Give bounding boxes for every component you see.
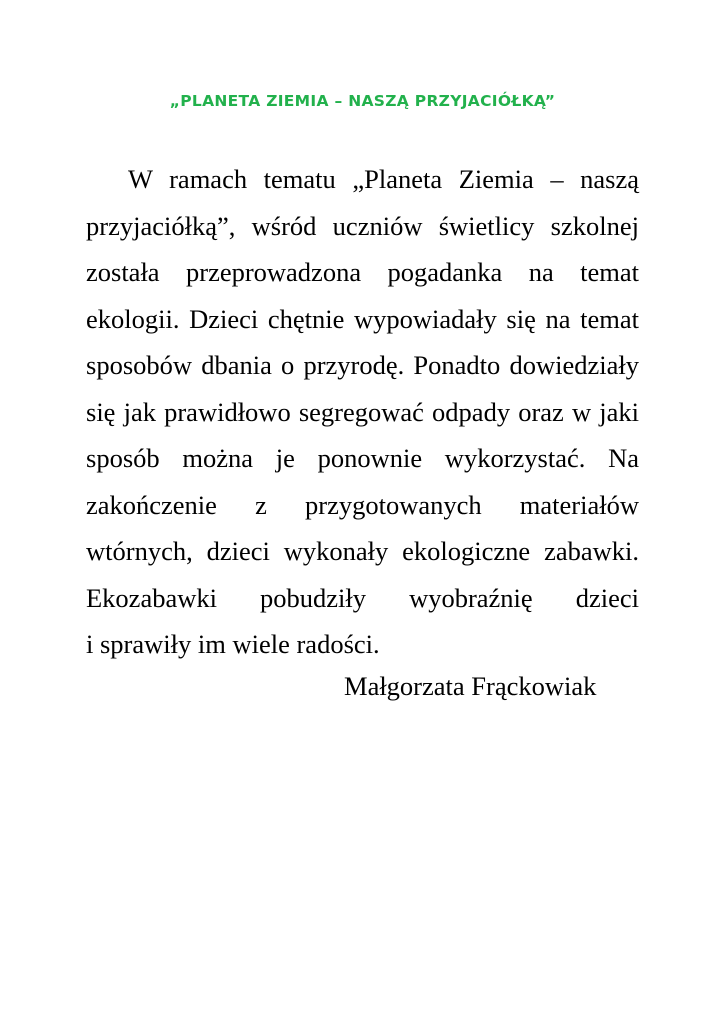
paragraph-line: zakończenie z przygotowanych materiałów xyxy=(86,489,639,520)
paragraph-line: i sprawiły im wiele radości. xyxy=(86,629,380,659)
paragraph-line: sposobów dbania o przyrodę. Ponadto dowiedziały xyxy=(86,350,639,380)
paragraph-line: sposób można je ponownie wykorzystać. Na xyxy=(86,443,639,473)
paragraph-line: przyjaciółką”, wśród uczniów świetlicy szkolnej xyxy=(86,210,639,241)
author-signature: Małgorzata Frąckowiak xyxy=(344,671,597,701)
paragraph-line: została przeprowadzona pogadanka na temat xyxy=(86,257,639,287)
document-title: „PLANETA ZIEMIA – NASZĄ PRZYJACIÓŁKĄ” xyxy=(169,92,556,110)
paragraph-line: się jak prawidłowo segregować odpady oraz w jaki xyxy=(86,396,639,427)
paragraph-line: wtórnych, dzieci wykonały ekologiczne zabawki. xyxy=(86,536,639,566)
paragraph-line: ekologii. Dzieci chętnie wypowiadały się na temat xyxy=(86,303,639,334)
paragraph-line: W ramach tematu „Planeta Ziemia – naszą xyxy=(128,164,639,194)
paragraph-line: Ekozabawki pobudziły wyobraźnię dzieci xyxy=(86,582,639,613)
body-paragraph xyxy=(86,156,639,668)
